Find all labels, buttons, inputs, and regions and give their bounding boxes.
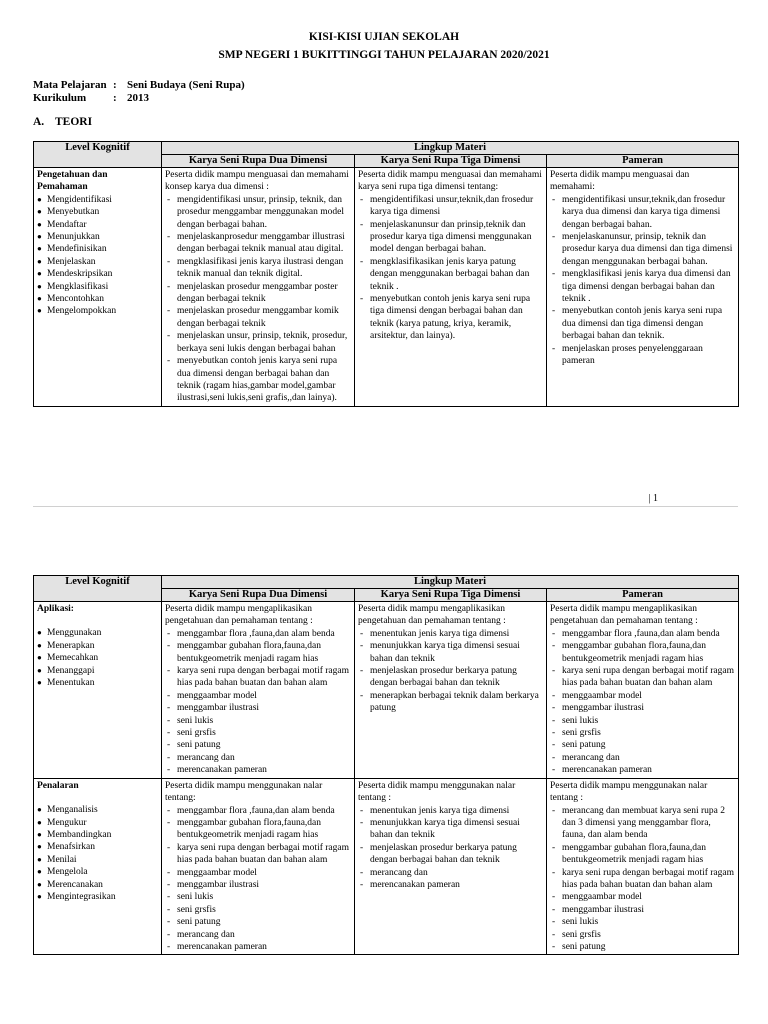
- materi-item: - seni grsfis: [550, 929, 735, 941]
- level-item: ● Memecahkan: [37, 652, 158, 664]
- materi-cell-c3: [547, 168, 739, 407]
- materi-cell-c1: [162, 778, 355, 955]
- header-tiga-dimensi: Karya Seni Rupa Tiga Dimensi: [355, 155, 547, 168]
- materi-item: - menggaambar model: [550, 891, 735, 903]
- materi-item: - menjelaskan prosedur berkarya patung dengan berbagai bahan dan teknik: [358, 842, 543, 867]
- level-item: ● Menunjukkan: [37, 231, 158, 243]
- table-row: [34, 778, 739, 955]
- header-tiga-dimensi: Karya Seni Rupa Tiga Dimensi: [355, 589, 547, 602]
- level-list: [37, 627, 158, 689]
- kisi-table-page1: [33, 141, 739, 407]
- materi-item: - menggambar gubahan flora,fauna,dan bentukgeometrik menjadi ragam hias: [550, 640, 735, 665]
- materi-item: - menggambar ilustrasi: [550, 702, 735, 714]
- level-cell: [34, 778, 162, 955]
- materi-list: [165, 628, 351, 777]
- materi-list: [165, 805, 351, 954]
- level-list: [37, 194, 158, 318]
- level-item: ● Merencanakan: [37, 879, 158, 891]
- level-item: ● Mengukur: [37, 817, 158, 829]
- materi-item: - seni grsfis: [165, 904, 351, 916]
- level-item: ● Mendefinisikan: [37, 243, 158, 255]
- materi-cell-c3: [547, 602, 739, 779]
- materi-intro: Peserta didik mampu menguasai dan memahami:: [550, 170, 690, 193]
- header-lingkup-materi: Lingkup Materi: [162, 142, 739, 155]
- materi-item: - merencanakan pameran: [165, 941, 351, 953]
- materi-item: - menggambar flora ,fauna,dan alam benda: [165, 805, 351, 817]
- materi-item: - menggambar flora ,fauna,dan alam benda: [550, 628, 735, 640]
- level-item: ● Mengidentifikasi: [37, 194, 158, 206]
- materi-list: [358, 805, 543, 892]
- level-item: ● Membandingkan: [37, 829, 158, 841]
- materi-item: - seni patung: [550, 739, 735, 751]
- materi-item: - mengidentifikasi unsur, prinsip, teknik, dan prosedur menggambar menggunakan model dengan berbagai bahan.: [165, 194, 351, 231]
- level-item: ● Mengelola: [37, 866, 158, 878]
- materi-item: - menerapkan berbagai teknik dalam berkarya patung: [358, 690, 543, 715]
- materi-item: - menggambar ilustrasi: [165, 879, 351, 891]
- materi-item: - menyebutkan contoh jenis karya seni rupa dua dimensi dan tiga dimensi dengan berbagai bahan dan teknik.: [550, 305, 735, 342]
- materi-item: - menjelaskan proses penyelenggaraan pameran: [550, 343, 735, 368]
- level-item: ● Mencontohkan: [37, 293, 158, 305]
- materi-item: - mengidentifikasi unsur,teknik,dan frosedur karya dua dimensi dan karya tiga dimensi dengan berbagai bahan.: [550, 194, 735, 231]
- level-title: Penalaran: [37, 780, 79, 791]
- materi-item: - menjelaskan prosedur menggambar poster dengan berbagai teknik: [165, 281, 351, 306]
- mapel-value: Seni Budaya (Seni Rupa): [127, 79, 245, 91]
- materi-cell-c2: [355, 168, 547, 407]
- materi-item: - merencanakan pameran: [358, 879, 543, 891]
- materi-item: - menjelaskanunsur, prinsip, teknik dan prosedur karya dua dimensi dan tiga dimensi dengan menggunakan berbagai bahan.: [550, 231, 735, 268]
- materi-item: - menggaambar model: [165, 690, 351, 702]
- materi-intro: Peserta didik mampu menggunakan nalar tentang :: [550, 780, 708, 804]
- materi-item: - merancang dan: [358, 867, 543, 879]
- materi-item: - seni lukis: [550, 715, 735, 727]
- materi-item: - menentukan jenis karya tiga dimensi: [358, 805, 543, 817]
- materi-intro: Peserta didik mampu mengaplikasikan pengetahuan dan pemahaman tentang :: [358, 604, 506, 627]
- materi-list: [550, 194, 735, 368]
- materi-item: - seni patung: [165, 739, 351, 751]
- meta-mapel: Mata Pelajaran : Seni Budaya (Seni Rupa): [33, 79, 245, 91]
- level-item: ● Menanggapi: [37, 665, 158, 677]
- materi-item: - merencanakan pameran: [165, 764, 351, 776]
- materi-item: - menggambar ilustrasi: [550, 904, 735, 916]
- level-item: ● Menerapkan: [37, 640, 158, 652]
- materi-item: - seni patung: [165, 916, 351, 928]
- materi-item: - seni grsfis: [165, 727, 351, 739]
- materi-cell-c2: [355, 778, 547, 955]
- materi-item: - seni grsfis: [550, 727, 735, 739]
- table-row: [34, 168, 739, 407]
- materi-item: - merencanakan pameran: [550, 764, 735, 776]
- materi-item: - menjelaskanunsur dan prinsip,teknik dan prosedur karya tiga dimensi menggunakan model dengan berbagai bahan.: [358, 219, 543, 256]
- level-title: Pengetahuan dan Pemahaman: [37, 170, 108, 193]
- level-item: ● Mengklasifikasi: [37, 281, 158, 293]
- materi-list: [550, 805, 735, 954]
- page-number: | 1: [648, 493, 658, 504]
- level-cell: [34, 602, 162, 779]
- materi-item: - merancang dan: [165, 752, 351, 764]
- materi-item: - karya seni rupa dengan berbagai motif ragam hias pada bahan buatan dan bahan alam: [165, 842, 351, 867]
- materi-item: - menunjukkan karya tiga dimensi sesuai bahan dan teknik: [358, 817, 543, 842]
- materi-list: [165, 194, 351, 405]
- header-lingkup-materi: Lingkup Materi: [162, 576, 739, 589]
- materi-intro: Peserta didik mampu mengaplikasikan pengetahuan dan pemahaman tentang :: [165, 604, 313, 627]
- materi-item: - menjelaskan unsur, prinsip, teknik, prosedur, berkaya seni lukis dengan berbagai bahan: [165, 330, 351, 355]
- table-row: [34, 602, 739, 779]
- materi-item: - mengklasifikasi jenis karya dua dimensi dan tiga dimensi dengan berbagai bahan dan teknik .: [550, 268, 735, 305]
- materi-intro: Peserta didik mampu menguasai dan memahami karya seni rupa tiga dimensi tentang:: [358, 170, 542, 193]
- header-level-kognitif: Level Kognitif: [34, 142, 162, 168]
- materi-item: - menjelaskan prosedur menggambar komik dengan berbagai teknik: [165, 305, 351, 330]
- materi-item: - menggambar ilustrasi: [165, 702, 351, 714]
- materi-list: [358, 628, 543, 715]
- materi-item: - mengklasifikasi jenis karya ilustrasi dengan teknik manual dan teknik digital.: [165, 256, 351, 281]
- level-item: ● Mendeskripsikan: [37, 268, 158, 280]
- document-title: KISI-KISI UJIAN SEKOLAH: [308, 31, 460, 43]
- materi-item: - seni lukis: [165, 891, 351, 903]
- materi-item: - menggambar flora ,fauna,dan alam benda: [165, 628, 351, 640]
- materi-item: - menyebutkan contoh jenis karya seni rupa tiga dimensi dengan berbagai bahan dan teknik (karya patung, kriya, keramik, arsitektur, dan lainya).: [358, 293, 543, 343]
- materi-item: - merancang dan membuat karya seni rupa 2 dan 3 dimensi yang menggambar flora, fauna, dan alam benda: [550, 805, 735, 842]
- materi-item: - menggambar gubahan flora,fauna,dan bentukgeometrik menjadi ragam hias: [165, 817, 351, 842]
- footer-divider: [33, 506, 738, 507]
- materi-item: - menjelaskan prosedur berkarya patung dengan berbagai bahan dan teknik: [358, 665, 543, 690]
- level-item: ● Menilai: [37, 854, 158, 866]
- materi-item: - mengidentifikasi unsur,teknik,dan frosedur karya tiga dimensi: [358, 194, 543, 219]
- level-item: ● Mengintegrasikan: [37, 891, 158, 903]
- materi-intro: Peserta didik mampu menggunakan nalar tentang:: [165, 780, 323, 804]
- materi-item: - merancang dan: [550, 752, 735, 764]
- materi-item: - menggambar gubahan flora,fauna,dan bentukgeometrik menjadi ragam hias: [165, 640, 351, 665]
- header-dua-dimensi: Karya Seni Rupa Dua Dimensi: [162, 589, 355, 602]
- materi-cell-c3: [547, 778, 739, 955]
- materi-item: - menggaambar model: [550, 690, 735, 702]
- materi-item: - seni lukis: [165, 715, 351, 727]
- kisi-table-page2: [33, 575, 739, 955]
- materi-item: - seni lukis: [550, 916, 735, 928]
- materi-item: - karya seni rupa dengan berbagai motif ragam hias pada bahan buatan dan bahan alam: [165, 665, 351, 690]
- level-item: ● Menentukan: [37, 677, 158, 689]
- level-cell: [34, 168, 162, 407]
- materi-cell-c1: [162, 168, 355, 407]
- materi-item: - karya seni rupa dengan berbagai motif ragam hias pada bahan buatan dan bahan alam: [550, 665, 735, 690]
- materi-item: - merancang dan: [165, 929, 351, 941]
- kurikulum-label: Kurikulum: [33, 92, 87, 104]
- materi-item: - karya seni rupa dengan berbagai motif ragam hias pada bahan buatan dan bahan alam: [550, 867, 735, 892]
- header-dua-dimensi: Karya Seni Rupa Dua Dimensi: [162, 155, 355, 168]
- level-item: ● Menggunakan: [37, 627, 158, 639]
- materi-cell-c2: [355, 602, 547, 779]
- document-subtitle: SMP NEGERI 1 BUKITTINGGI TAHUN PELAJARAN 2020/2021: [218, 49, 550, 61]
- materi-intro: Peserta didik mampu menggunakan nalar tentang :: [358, 780, 516, 804]
- level-item: ● Menyebutkan: [37, 206, 158, 218]
- level-title: Aplikasi:: [37, 604, 74, 614]
- materi-list: [550, 628, 735, 777]
- header-level-kognitif: Level Kognitif: [34, 576, 162, 602]
- section-heading: A. TEORI: [33, 116, 93, 128]
- header-pameran: Pameran: [547, 589, 739, 602]
- materi-item: - seni patung: [550, 941, 735, 953]
- level-item: ● Mendaftar: [37, 219, 158, 231]
- mapel-label: Mata Pelajaran: [33, 79, 107, 91]
- materi-list: [358, 194, 543, 343]
- materi-cell-c1: [162, 602, 355, 779]
- level-list: [37, 804, 158, 903]
- meta-kurikulum: Kurikulum : 2013: [33, 92, 149, 104]
- header-pameran: Pameran: [547, 155, 739, 168]
- materi-intro: Peserta didik mampu mengaplikasikan pengetahuan dan pemahaman tentang :: [550, 604, 698, 627]
- materi-item: - menyebutkan contoh jenis karya seni rupa dua dimensi dengan berbagai bahan dan teknik (ragam hias,gambar model,gambar ilustrasi,seni lukis,seni grafis,,dan lainya).: [165, 355, 351, 405]
- materi-item: - menggaambar model: [165, 867, 351, 879]
- level-item: ● Mengelompokkan: [37, 305, 158, 317]
- materi-item: - menunjukkan karya tiga dimensi sesuai bahan dan teknik: [358, 640, 543, 665]
- materi-item: - menjelaskanprosedur menggambar illustrasi dengan berbagai teknik manual atau digital.: [165, 231, 351, 256]
- level-item: ● Menjelaskan: [37, 256, 158, 268]
- materi-intro: Peserta didik mampu menguasai dan memahami konsep karya dua dimensi :: [165, 170, 349, 193]
- level-item: ● Menafsirkan: [37, 841, 158, 853]
- materi-item: - mengklasifikasikan jenis karya patung dengan menggunakan berbagai bahan dan teknik .: [358, 256, 543, 293]
- page-2: [0, 520, 768, 1024]
- materi-item: - menentukan jenis karya tiga dimensi: [358, 628, 543, 640]
- level-item: ● Menganalisis: [37, 804, 158, 816]
- materi-item: - menggambar gubahan flora,fauna,dan bentukgeometrik menjadi ragam hias: [550, 842, 735, 867]
- kurikulum-value: 2013: [127, 92, 149, 104]
